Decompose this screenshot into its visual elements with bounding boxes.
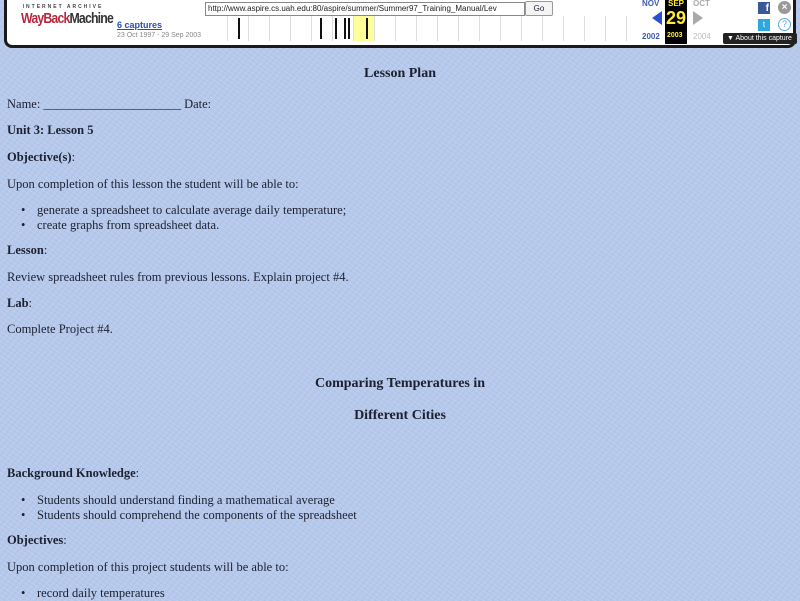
timeline-year[interactable]: [396, 16, 417, 41]
about-capture-button[interactable]: ▼ About this capture: [723, 33, 797, 44]
current-day: 29: [666, 8, 687, 28]
list-item: • record daily temperatures: [37, 586, 165, 601]
lab-label: Lab: [7, 296, 29, 310]
prev-year-link[interactable]: 2002: [642, 32, 660, 41]
current-year: 2003: [667, 32, 683, 39]
next-capture-arrow-icon: [693, 11, 703, 25]
timeline-year[interactable]: [270, 16, 291, 41]
background-label: Background Knowledge: [7, 466, 136, 480]
capture-mark[interactable]: [366, 18, 368, 39]
timeline-year-current[interactable]: [354, 16, 375, 41]
capture-calendar: [637, 0, 717, 44]
project-objectives-heading: Objectives:: [7, 533, 67, 547]
timeline-year[interactable]: [564, 16, 585, 41]
background-heading: Background Knowledge:: [7, 466, 140, 480]
timeline-year[interactable]: [480, 16, 501, 41]
timeline-year[interactable]: [606, 16, 627, 41]
timeline-year[interactable]: [438, 16, 459, 41]
capture-mark[interactable]: [348, 18, 350, 39]
timeline-year[interactable]: [501, 16, 522, 41]
capture-date-range: 23 Oct 1997 - 29 Sep 2003: [117, 32, 202, 39]
logo-caption: INTERNET ARCHIVE: [22, 4, 104, 10]
capture-mark[interactable]: [238, 18, 240, 39]
timeline-year[interactable]: [417, 16, 438, 41]
next-month: OCT: [693, 0, 710, 8]
list-item: • create graphs from spreadsheet data.: [37, 218, 346, 233]
prev-capture-arrow-icon[interactable]: [652, 11, 662, 25]
page-title: Lesson Plan: [364, 66, 436, 81]
name-date-line: Name: ______________________ Date:: [7, 97, 212, 111]
capture-mark[interactable]: [320, 18, 322, 39]
lab-text: Complete Project #4.: [7, 322, 113, 336]
project-objectives-intro: Upon completion of this project students will be able to:: [7, 560, 289, 574]
background-list: [37, 493, 357, 523]
list-item: • Students should comprehend the components of the spreadsheet: [37, 508, 357, 523]
timeline-year[interactable]: [291, 16, 312, 41]
timeline-year[interactable]: [228, 16, 249, 41]
logo-machine: Machine: [69, 10, 113, 27]
help-icon[interactable]: ?: [778, 18, 791, 31]
prev-month-link[interactable]: NOV: [642, 0, 660, 8]
lesson-heading: Lesson:: [7, 243, 48, 257]
list-item: • Students should understand finding a mathematical average: [37, 493, 357, 508]
list-item: • generate a spreadsheet to calculate average daily temperature;: [37, 203, 346, 218]
timeline-year[interactable]: [459, 16, 480, 41]
objectives-label: Objective(s): [7, 150, 72, 164]
current-month: SEP: [668, 0, 685, 8]
lab-heading: Lab:: [7, 296, 33, 310]
capture-mark[interactable]: [335, 18, 337, 39]
next-year: 2004: [693, 32, 711, 41]
objectives-intro: Upon completion of this lesson the student will be able to:: [7, 177, 299, 191]
capture-timeline[interactable]: [207, 16, 627, 41]
facebook-icon[interactable]: f: [758, 2, 770, 14]
timeline-year[interactable]: [312, 16, 333, 41]
unit-label: Unit 3: Lesson 5: [7, 123, 94, 137]
timeline-year[interactable]: [333, 16, 354, 41]
timeline-year[interactable]: [375, 16, 396, 41]
timeline-year[interactable]: [522, 16, 543, 41]
project-objectives-list: [37, 586, 165, 601]
lesson-label: Lesson: [7, 243, 44, 257]
project-title-line1: Comparing Temperatures in: [314, 376, 486, 391]
objectives-heading: Objective(s):: [7, 150, 76, 164]
captures-link[interactable]: 6 captures: [117, 20, 163, 30]
twitter-icon[interactable]: t: [758, 19, 770, 31]
url-input[interactable]: http://www.aspire.cs.uah.edu:80/aspire/summer/Summer97_Training_Manual/Lev: [205, 2, 525, 16]
lesson-text: Review spreadsheet rules from previous lessons. Explain project #4.: [7, 270, 349, 284]
project-objectives-label: Objectives: [7, 533, 64, 547]
unit-heading: [7, 123, 93, 138]
capture-mark[interactable]: [344, 18, 346, 39]
lesson-objectives-list: [37, 203, 346, 233]
wayback-logo[interactable]: [21, 4, 113, 27]
timeline-year[interactable]: [585, 16, 606, 41]
wayback-toolbar: [4, 0, 796, 48]
timeline-year[interactable]: [249, 16, 270, 41]
timeline-year[interactable]: [207, 16, 228, 41]
logo-wayback: WayBack: [21, 10, 70, 27]
go-button[interactable]: Go: [525, 1, 553, 16]
timeline-year[interactable]: [543, 16, 564, 41]
project-title-line2: Different Cities: [354, 408, 446, 423]
close-icon[interactable]: ×: [778, 1, 791, 14]
